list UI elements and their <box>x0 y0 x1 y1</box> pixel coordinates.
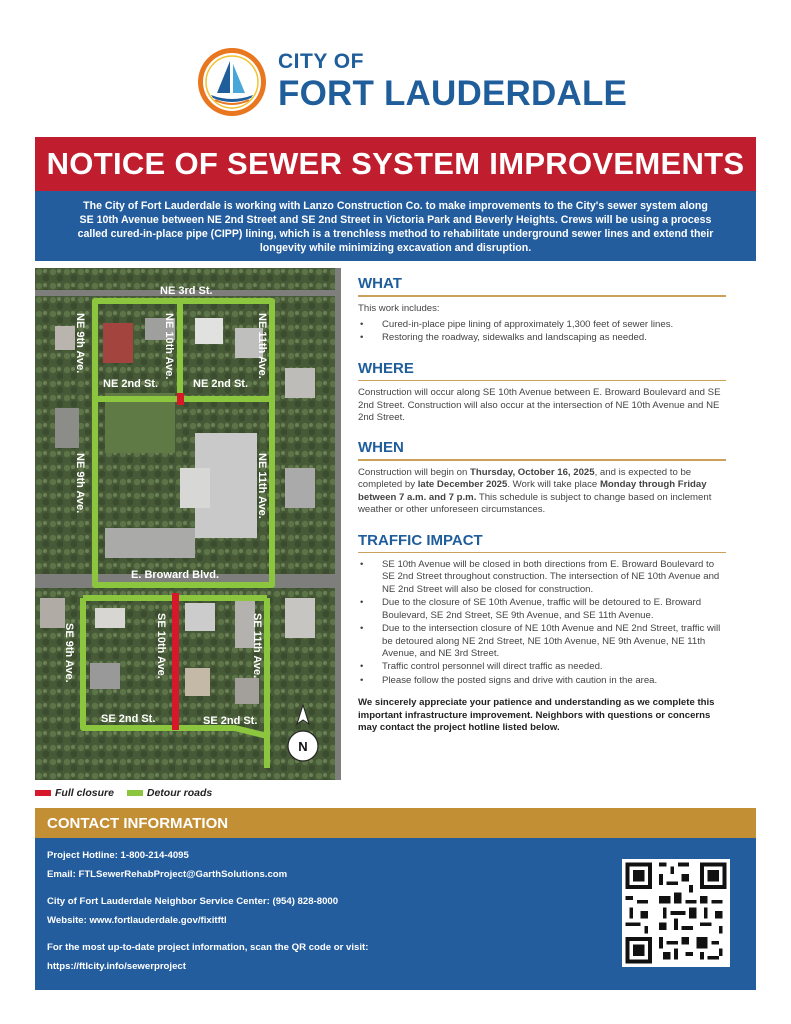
when-hours: Monday through Friday between 7 a.m. and 7 p.m. <box>358 479 707 503</box>
section-where <box>358 360 726 425</box>
when-text-3: . Work will take place <box>507 479 600 491</box>
notice-title-bar <box>35 137 756 191</box>
north-label: N <box>298 739 308 754</box>
traffic-item: • Traffic control personnel will direct traffic as needed. <box>358 661 726 673</box>
section-what <box>358 275 726 345</box>
closure-ne10-ne2 <box>177 393 184 405</box>
what-list <box>358 319 726 345</box>
contact-service-center: City of Fort Lauderdale Neighbor Service Center: (954) 828-8000 <box>47 896 339 907</box>
traffic-item: • Due to the intersection closure of NE 10th Avenue and NE 2nd Street, traffic will be detoured along NE 2nd Street, NE 10th Avenue, NE 9th Avenue, NE 11th Avenue, and NE 3rd Street. <box>358 623 726 660</box>
legend-closure-label: Full closure <box>55 787 114 799</box>
label-se10-ave: SE 10th Ave. <box>155 613 167 679</box>
when-rule <box>358 459 726 461</box>
what-item: • Restoring the roadway, sidewalks and landscaping as needed. <box>358 332 726 344</box>
traffic-item: • Due to the closure of SE 10th Avenue, traffic will be detoured to E. Broward Boulevard, SE 2nd Street, SE 9th Avenue, and SE 11th Avenue. <box>358 597 726 622</box>
traffic-item: • Please follow the posted signs and drive with caution in the area. <box>358 675 726 687</box>
traffic-rule <box>358 552 726 554</box>
when-text-4: This schedule is subject to change based on inclement weather or other unforeseen circumstances. <box>358 491 712 516</box>
details-column <box>358 268 726 735</box>
contact-email[interactable]: Email: FTLSewerRehabProject@GarthSolutions.com <box>47 869 288 880</box>
project-map <box>35 268 341 780</box>
legend-detour-swatch <box>127 790 143 796</box>
when-end-date: late December 2025 <box>417 479 508 491</box>
city-of-label: CITY OF <box>278 50 364 73</box>
label-ne9-ave-mid: NE 9th Ave. <box>74 453 86 514</box>
traffic-item: • SE 10th Avenue will be closed in both directions from E. Broward Boulevard to SE 2nd Street throughout construction. The intersection of NE 10th Avenue and NE 2nd Street will also be closed for construction. <box>358 559 726 596</box>
legend-detour-label: Detour roads <box>146 787 213 799</box>
closing-statement: We sincerely appreciate your patience and understanding as we complete this important infrastructure improvement. Neighbors with questions or concerns may contact the project hotline listed below. <box>358 697 715 734</box>
closure-se10-ave <box>172 593 179 730</box>
what-title: WHAT <box>358 275 402 292</box>
intro-paragraph: The City of Fort Lauderdale is working with Lanzo Construction Co. to make improvements to the City's sewer system along SE 10th Avenue between NE 2nd Street and SE 2nd Street in Victoria Park and Beverly Heights. Crews will be using a process called cured-in-place pipe (CIPP) lining, which is a trenchless method to rehabilitate underground sewer lines and extend their longevity while minimizing excavation and disruption. <box>35 191 756 261</box>
traffic-list <box>358 559 726 687</box>
what-item: • Cured-in-place pipe lining of approximately 1,300 feet of sewer lines. <box>358 319 726 331</box>
city-seal-logo <box>197 47 267 117</box>
when-title: WHEN <box>358 439 404 457</box>
notice-title: NOTICE OF SEWER SYSTEM IMPROVEMENTS <box>46 146 745 181</box>
section-when <box>358 439 726 516</box>
label-se2-st-left: SE 2nd St. <box>101 713 156 725</box>
label-ne11-ave-mid: NE 11th Ave. <box>256 453 268 519</box>
label-ne2-st-left: NE 2nd St. <box>103 378 159 390</box>
contact-title: CONTACT INFORMATION <box>47 815 229 832</box>
label-ne3-st: NE 3rd St. <box>160 285 213 297</box>
when-start-date: Thursday, October 16, 2025 <box>470 466 595 478</box>
when-text-2: , and is expected to be completed by <box>358 466 692 491</box>
where-rule <box>358 380 726 382</box>
legend-detour <box>127 787 212 799</box>
contact-website[interactable]: Website: www.fortlauderdale.gov/fixitftl <box>47 915 227 926</box>
legend-closure <box>35 787 114 799</box>
what-rule <box>358 295 726 297</box>
label-ne9-ave-top: NE 9th Ave. <box>74 313 86 374</box>
map-legend <box>35 787 222 801</box>
contact-header <box>35 808 756 838</box>
contact-scan-note: For the most up-to-date project information, scan the QR code or visit: <box>47 942 369 953</box>
what-lead: This work includes: <box>358 302 440 314</box>
traffic-title: TRAFFIC IMPACT <box>358 531 483 549</box>
label-se2-st-right: SE 2nd St. <box>203 715 258 727</box>
label-ne11-ave-top: NE 11th Ave. <box>256 313 268 379</box>
section-traffic <box>358 532 726 688</box>
label-e-broward-blvd: E. Broward Blvd. <box>131 569 220 581</box>
label-se11-ave: SE 11th Ave. <box>251 613 263 679</box>
label-ne2-st-right: NE 2nd St. <box>193 378 249 390</box>
city-name: FORT LAUDERDALE <box>278 74 628 113</box>
contact-project-url[interactable]: https://ftlcity.info/sewerproject <box>47 961 186 972</box>
when-text <box>358 467 726 517</box>
where-text: Construction will occur along SE 10th Avenue between E. Broward Boulevard and SE 2nd Street. Construction will also occur at the intersection of NE 10th Avenue and NE 2nd Street. <box>358 387 721 424</box>
qr-code-icon[interactable] <box>622 859 730 967</box>
contact-hotline: Project Hotline: 1-800-214-4095 <box>47 850 189 861</box>
label-ne10-ave: NE 10th Ave. <box>163 313 175 380</box>
when-text-1: Construction will begin on <box>358 466 470 478</box>
where-title: WHERE <box>358 359 414 377</box>
label-se9-ave: SE 9th Ave. <box>63 623 75 683</box>
legend-closure-swatch <box>35 790 51 796</box>
